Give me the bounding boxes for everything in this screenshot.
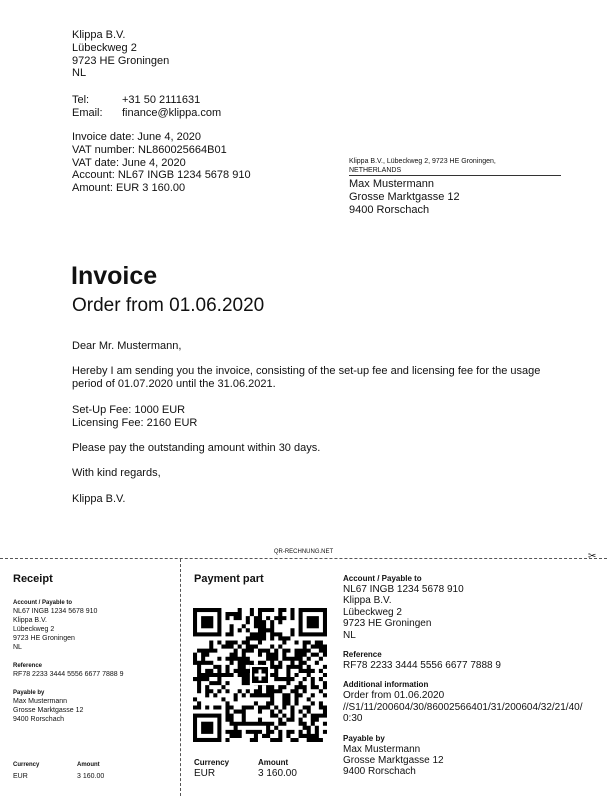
payment-account-line: NL67 INGB 1234 5678 910 bbox=[343, 584, 464, 595]
page-title: Invoice bbox=[71, 262, 158, 290]
payment-note: Please pay the outstanding amount within 30 days. bbox=[72, 442, 321, 454]
tel-value: +31 50 2111631 bbox=[122, 94, 201, 106]
receipt-account-line: Klippa B.V. bbox=[13, 617, 47, 624]
swiss-cross-icon bbox=[250, 665, 270, 685]
payment-account-label: Account / Payable to bbox=[343, 574, 422, 583]
return-address-line2: NETHERLANDS bbox=[349, 167, 402, 174]
return-address-line1: Klippa B.V., Lübeckweg 2, 9723 HE Groningen, bbox=[349, 158, 496, 165]
payment-details bbox=[343, 574, 603, 778]
payment-currency-label: Currency bbox=[194, 758, 230, 767]
sender-country: NL bbox=[72, 67, 87, 80]
payment-payable-by-line: Max Mustermann bbox=[343, 743, 421, 755]
invoice-date: Invoice date: June 4, 2020 bbox=[72, 131, 202, 143]
receipt-amount bbox=[77, 761, 104, 781]
vat-date: VAT date: June 4, 2020 bbox=[72, 156, 186, 169]
receipt-amount-value: 3 160.00 bbox=[77, 773, 105, 780]
payment-amount-value: 3 160.00 bbox=[258, 768, 297, 779]
email-label: Email: bbox=[72, 106, 103, 119]
payment-currency-value: EUR bbox=[194, 768, 216, 779]
payment-amount-label: Amount bbox=[258, 758, 289, 767]
receipt-account-line: Lübeckweg 2 bbox=[13, 626, 55, 633]
greeting: Dear Mr. Mustermann, bbox=[72, 340, 182, 352]
receipt-account-label: Account / Payable to bbox=[13, 600, 73, 606]
receipt-title: Receipt bbox=[13, 573, 53, 585]
receipt-payable-by-line: Grosse Marktgasse 12 bbox=[13, 707, 84, 714]
invoice-meta bbox=[72, 131, 251, 195]
qr-code bbox=[193, 608, 327, 742]
slip-separator-line bbox=[0, 558, 607, 559]
setup-fee: Set-Up Fee: 1000 EUR bbox=[72, 404, 186, 416]
intro-line2: period of 01.07.2020 until the 31.06.2021. bbox=[72, 377, 276, 390]
amount: Amount: EUR 3 160.00 bbox=[72, 182, 186, 195]
receipt-currency bbox=[13, 761, 39, 781]
sender-contact bbox=[72, 94, 221, 120]
scissors-icon: ✂ bbox=[588, 551, 597, 562]
receipt-currency-label: Currency bbox=[13, 762, 40, 768]
payment-account-line: Lübeckweg 2 bbox=[343, 606, 402, 618]
receipt-account-line: 9723 HE Groningen bbox=[13, 635, 75, 642]
closing: With kind regards, bbox=[72, 467, 161, 479]
payment-currency bbox=[194, 758, 229, 779]
receipt bbox=[13, 572, 178, 724]
fees bbox=[72, 404, 197, 430]
receipt-reference-value: RF78 2233 3444 5556 6677 7888 9 bbox=[13, 671, 124, 678]
recipient-address bbox=[349, 157, 561, 216]
payment-account-line: NL bbox=[343, 629, 356, 641]
receipt-payable-by-line: 9400 Rorschach bbox=[13, 716, 64, 723]
payment-account-line: 9723 HE Groningen bbox=[343, 618, 432, 630]
intro-line1: Hereby I am sending you the invoice, consisting of the set-up fee and licensing fee for the usage bbox=[72, 365, 541, 377]
payment-payable-by-line: Grosse Marktgasse 12 bbox=[343, 755, 444, 767]
payment-additional-line: Order from 01.06.2020 bbox=[343, 690, 445, 702]
signature: Klippa B.V. bbox=[72, 493, 126, 505]
vat-number: VAT number: NL860025664B01 bbox=[72, 143, 227, 156]
sender-address bbox=[72, 29, 169, 80]
payment-account-line: Klippa B.V. bbox=[343, 595, 392, 607]
receipt-divider bbox=[180, 559, 181, 796]
receipt-amount-label: Amount bbox=[77, 762, 100, 768]
receipt-account-line: NL67 INGB 1234 5678 910 bbox=[13, 608, 98, 615]
payment-additional-line: //S1/11/200604/30/86002566401/31/200604/32/21/40/ bbox=[343, 701, 583, 713]
payment-reference-label: Reference bbox=[343, 650, 382, 660]
receipt-reference-label: Reference bbox=[13, 663, 43, 669]
email-value[interactable]: finance@klippa.com bbox=[122, 106, 222, 119]
payment-payable-by-line: 9400 Rorschach bbox=[343, 766, 416, 778]
sender-name: Klippa B.V. bbox=[72, 29, 126, 41]
receipt-payable-by-line: Max Mustermann bbox=[13, 698, 68, 705]
recipient-city: 9400 Rorschach bbox=[349, 203, 430, 216]
payment-additional-line: 0:30 bbox=[343, 713, 363, 725]
recipient-name: Max Mustermann bbox=[349, 178, 434, 190]
receipt-payable-by-label: Payable by bbox=[13, 690, 45, 696]
sender-street: Lübeckweg 2 bbox=[72, 41, 137, 54]
recipient-street: Grosse Marktgasse 12 bbox=[349, 190, 460, 203]
receipt-account-line: NL bbox=[13, 644, 22, 651]
sender-city: 9723 HE Groningen bbox=[72, 54, 170, 67]
account-number: Account: NL67 INGB 1234 5678 910 bbox=[72, 169, 251, 182]
payment-additional-label: Additional information bbox=[343, 680, 429, 690]
intro-paragraph bbox=[72, 365, 540, 391]
return-address bbox=[349, 157, 561, 176]
licensing-fee: Licensing Fee: 2160 EUR bbox=[72, 416, 198, 429]
payment-amount bbox=[258, 758, 297, 779]
payment-payable-by-label: Payable by bbox=[343, 733, 385, 743]
qr-code-graphic bbox=[193, 608, 327, 742]
receipt-currency-value: EUR bbox=[13, 773, 28, 780]
payment-part-title: Payment part bbox=[194, 573, 264, 585]
tel-label: Tel: bbox=[72, 94, 90, 106]
page-subtitle: Order from 01.06.2020 bbox=[72, 295, 265, 316]
separator-label: QR-RECHNUNG.NET bbox=[273, 549, 334, 555]
payment-reference-value: RF78 2233 3444 5556 6677 7888 9 bbox=[343, 660, 501, 672]
